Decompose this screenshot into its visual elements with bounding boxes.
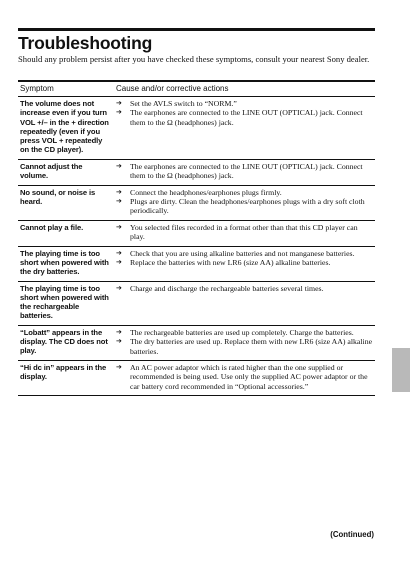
cause-cell <box>114 97 375 160</box>
cause-header: Cause and/or corrective actions <box>114 81 375 97</box>
arrow-right-icon: ➔ <box>116 362 122 371</box>
cause-cell <box>114 220 375 246</box>
arrow-right-icon: ➔ <box>116 222 122 231</box>
corrective-action <box>116 197 373 216</box>
cause-cell <box>114 281 375 325</box>
table-row <box>18 360 375 395</box>
table-row <box>18 159 375 185</box>
arrow-right-icon: ➔ <box>116 258 122 267</box>
table-row <box>18 185 375 220</box>
corrective-action <box>116 337 373 356</box>
cause-cell <box>114 360 375 395</box>
action-text: The dry batteries are used up. Replace them with new LR6 (size AA) alkaline batteries. <box>130 337 373 356</box>
action-text: The earphones are connected to the LINE OUT (OPTICAL) jack. Connect them to the Ω (headphones) jack. <box>130 161 363 181</box>
arrow-right-icon: ➔ <box>116 99 122 107</box>
table-header-row <box>18 81 375 97</box>
corrective-action <box>116 223 373 242</box>
action-text: Replace the batteries with new LR6 (size AA) alkaline batteries. <box>130 258 331 268</box>
symptom-cell: Cannot adjust the volume. <box>18 159 114 185</box>
section-tab <box>392 348 410 392</box>
corrective-action <box>116 188 373 197</box>
arrow-right-icon: ➔ <box>116 248 122 257</box>
table-row <box>18 97 375 160</box>
corrective-action <box>116 258 373 267</box>
troubleshooting-table <box>18 80 375 396</box>
action-text: Plugs are dirty. Clean the headphones/earphones plugs with a dry soft cloth periodically. <box>130 197 365 216</box>
cause-cell <box>114 159 375 185</box>
corrective-action <box>116 99 373 108</box>
symptom-cell: Cannot play a file. <box>18 220 114 246</box>
action-text: Connect the headphones/earphones plugs firmly. <box>130 187 282 197</box>
symptom-cell: The playing time is too short when powered with the dry batteries. <box>18 246 114 281</box>
table-body <box>18 97 375 396</box>
action-text: The earphones are connected to the LINE OUT (OPTICAL) jack. Connect them to the Ω (headphones) jack. <box>130 108 363 127</box>
symptom-cell: The volume does not increase even if you turn VOL +/– in the + direction repeatedly (even if you press VOL + repeatedly on the CD player). <box>18 97 114 160</box>
action-text: You selected files recorded in a format other than that this CD player can play. <box>130 222 358 242</box>
corrective-action <box>116 162 373 181</box>
arrow-right-icon: ➔ <box>116 283 122 292</box>
corrective-action <box>116 363 373 391</box>
action-text: Set the AVLS switch to “NORM.” <box>130 99 237 108</box>
symptom-cell: “Hi dc in” appears in the display. <box>18 360 114 395</box>
arrow-right-icon: ➔ <box>116 337 122 346</box>
action-text: Check that you are using alkaline batteries and not manganese batteries. <box>130 248 355 258</box>
page-title: Troubleshooting <box>18 33 153 53</box>
cause-cell <box>114 246 375 281</box>
arrow-right-icon: ➔ <box>116 161 122 170</box>
cause-cell <box>114 325 375 360</box>
table-row <box>18 246 375 281</box>
action-text: Charge and discharge the rechargeable batteries several times. <box>130 283 324 293</box>
intro-text: Should any problem persist after you have checked these symptoms, consult your nearest Sony dealer. <box>18 54 370 64</box>
corrective-action <box>116 249 373 258</box>
arrow-right-icon: ➔ <box>116 327 122 336</box>
continued-label: (Continued) <box>330 530 374 539</box>
title-rule <box>18 28 375 31</box>
table-row <box>18 281 375 325</box>
corrective-action <box>116 108 373 127</box>
action-text: An AC power adaptor which is rated higher than the one supplied or recommended is being used. Use only the supplied AC power adaptor or the car battery cord recommended in “Optional accessories.” <box>130 362 368 391</box>
arrow-right-icon: ➔ <box>116 187 122 196</box>
table-row <box>18 220 375 246</box>
arrow-right-icon: ➔ <box>116 108 122 117</box>
symptom-cell: No sound, or noise is heard. <box>18 185 114 220</box>
table-row <box>18 325 375 360</box>
cause-cell <box>114 185 375 220</box>
symptom-cell: “Lobatt” appears in the display. The CD does not play. <box>18 325 114 360</box>
action-text: The rechargeable batteries are used up completely. Charge the batteries. <box>130 327 354 337</box>
corrective-action <box>116 284 373 293</box>
symptom-header: Symptom <box>18 81 114 97</box>
symptom-cell: The playing time is too short when powered with the rechargeable batteries. <box>18 281 114 325</box>
corrective-action <box>116 328 373 337</box>
arrow-right-icon: ➔ <box>116 197 122 205</box>
